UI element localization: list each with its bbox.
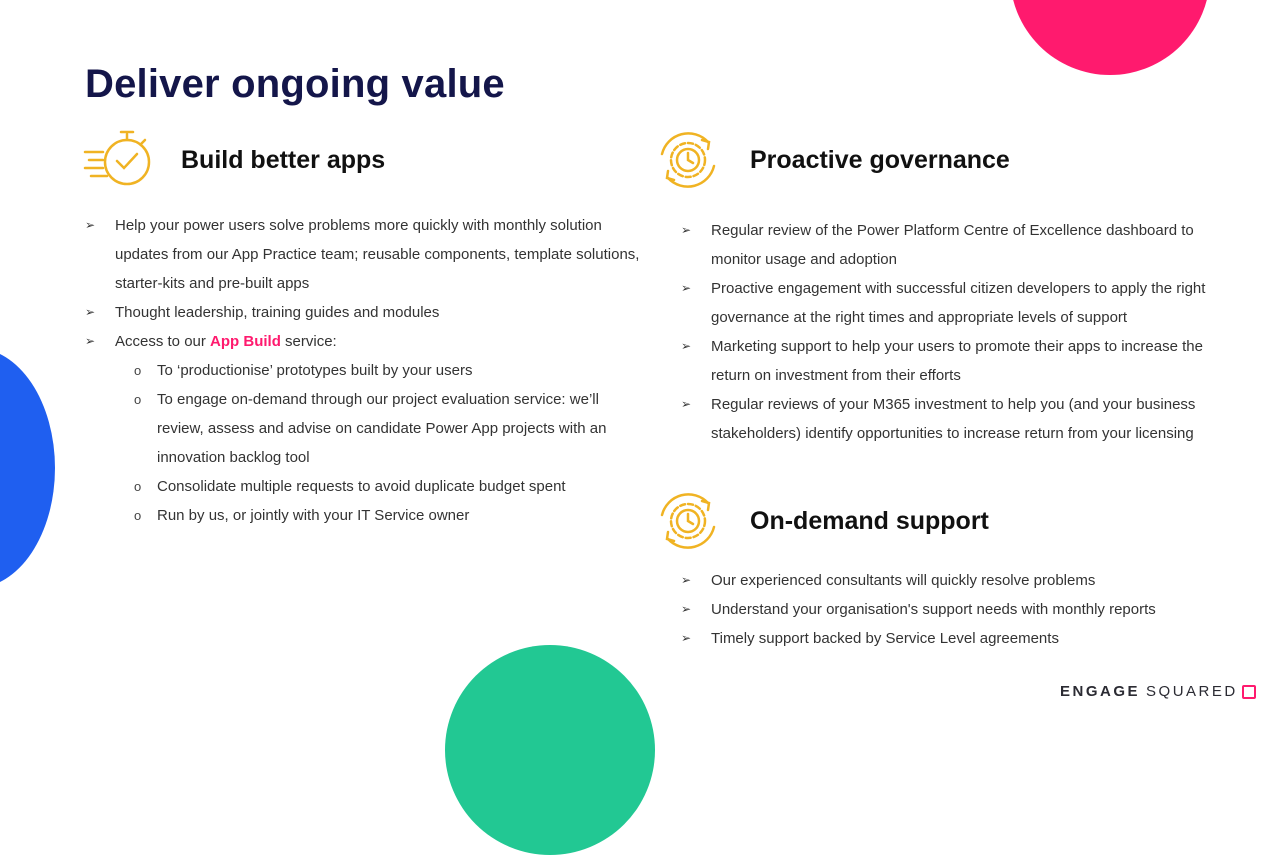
support-list [681,566,1226,653]
section-build-title: Build better apps [181,145,386,174]
section-build-header [83,128,385,192]
list-item: ➢ Regular review of the Power Platform Centre of Excellence dashboard to monitor usage and adoption [681,216,1226,274]
access-post-text: service: [280,333,337,350]
green-decor-circle [445,645,655,855]
list-item: ➢ Marketing support to help your users to promote their apps to increase the return on investment from their efforts [681,332,1226,390]
gear-clock-icon [652,489,724,553]
sub-list-item: o To ‘productionise’ prototypes built by your users [115,356,645,385]
list-item: ➢ Thought leadership, training guides and modules [85,298,645,327]
stopwatch-icon [83,128,155,192]
gear-clock-icon [652,128,724,192]
section-governance-header [652,128,1010,192]
page-title: Deliver ongoing value [85,62,505,106]
access-pre-text: Access to our [115,333,211,350]
logo-text-engage: ENGAGE [1060,683,1141,700]
sub-list-item: o Consolidate multiple requests to avoid duplicate budget spent [115,472,645,501]
blue-decor-circle [0,348,55,588]
app-build-highlight: App Build [210,333,281,350]
list-item: ➢ Understand your organisation's support needs with monthly reports [681,595,1226,624]
list-item-access [85,327,645,530]
logo-square-icon [1242,685,1256,699]
governance-list [681,216,1226,448]
engage-squared-logo [1060,683,1256,700]
build-list [85,211,645,530]
sub-list-item: o Run by us, or jointly with your IT Service owner [115,501,645,530]
sub-list-item: o To engage on-demand through our project evaluation service: we’ll review, assess and advise on candidate Power App projects with an innovation backlog tool [115,385,645,472]
list-item: ➢ Regular reviews of your M365 investment to help you (and your business stakeholders) identify opportunities to increase return from your licensing [681,390,1226,448]
list-item: ➢ Help your power users solve problems more quickly with monthly solution updates from our App Practice team; reusable components, template solutions, starter-kits and pre-built apps [85,211,645,298]
section-support-header [652,489,989,553]
list-item: ➢ Proactive engagement with successful citizen developers to apply the right governance at the right times and appropriate levels of support [681,274,1226,332]
pink-decor-circle [1010,0,1210,75]
list-item: ➢ Timely support backed by Service Level agreements [681,624,1226,653]
section-support-title: On-demand support [750,506,989,535]
section-governance-title: Proactive governance [750,145,1010,174]
build-sub-list [115,356,645,530]
logo-text-squared: SQUARED [1146,683,1238,700]
list-item: ➢ Our experienced consultants will quickly resolve problems [681,566,1226,595]
